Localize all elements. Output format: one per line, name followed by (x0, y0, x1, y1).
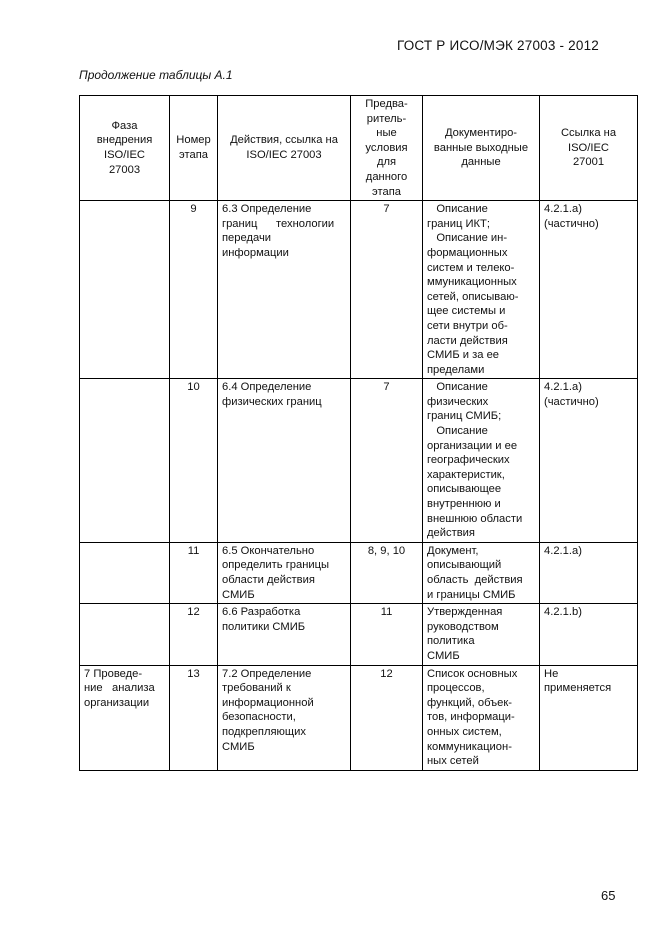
cell-line: 7 Проведе- (84, 667, 143, 680)
step-number-cell: 9 (170, 201, 218, 379)
precondition-cell: 12 (351, 665, 423, 770)
cell-line: для (376, 156, 397, 169)
cell-line: условия (365, 141, 408, 154)
cell-line: тов, информаци- (427, 711, 515, 724)
cell-line: щее системы и (427, 305, 506, 318)
cell-line: 7.2 Определение (222, 667, 312, 680)
cell-line: географических (427, 454, 510, 467)
action-cell (218, 665, 351, 770)
cell-line: пределами (427, 363, 485, 376)
cell-line: 6.6 Разработка (222, 606, 301, 619)
cell-line: безопасности, (222, 711, 296, 724)
cell-line: Предва- (365, 98, 408, 110)
table-row (80, 542, 638, 603)
reference-cell (540, 201, 638, 379)
cell-line: СМИБ (427, 649, 460, 662)
header-iso-27001-ref (540, 96, 638, 201)
phase-cell (80, 665, 170, 770)
header-outputs (423, 96, 540, 201)
cell-line: сети внутри об- (427, 319, 508, 332)
step-number-cell: 11 (170, 542, 218, 603)
cell-line: политика (427, 635, 475, 648)
table-header-row (80, 96, 638, 201)
cell-line: (частично) (544, 217, 599, 230)
cell-line: 4.2.1.a) (544, 381, 582, 394)
cell-line: данные (461, 156, 501, 169)
document-code: ГОСТ Р ИСО/МЭК 27003 - 2012 (396, 38, 599, 53)
cell-line: ммуникационных (427, 276, 517, 289)
precondition-cell: 8, 9, 10 (351, 542, 423, 603)
cell-line: этапа (179, 149, 208, 162)
cell-line: 4.2.1.a) (544, 203, 582, 216)
cell-line: Ссылка на (560, 127, 617, 140)
cell-line: определить границы (222, 559, 330, 572)
cell-line: Описание (427, 381, 488, 394)
cell-line: Документ, (427, 544, 479, 557)
table-row (80, 201, 638, 379)
cell-line: (частично) (544, 395, 599, 408)
cell-line: ISO/IEC 27003 (246, 149, 322, 162)
table-row (80, 665, 638, 770)
cell-line: организации и ее (427, 439, 518, 452)
cell-line: организации (84, 696, 150, 709)
cell-line: сетей, описываю- (427, 290, 519, 303)
cell-line: Описание ин- (427, 232, 508, 245)
cell-line: Номер (176, 134, 211, 147)
cell-line: границ технологии (222, 217, 335, 230)
step-number-cell: 12 (170, 604, 218, 665)
cell-line: функций, объек- (427, 696, 512, 709)
cell-line: внедрения (96, 134, 153, 147)
header-actions (218, 96, 351, 201)
table-caption: Продолжение таблицы А.1 (79, 68, 233, 82)
table-row (80, 379, 638, 543)
table-row (80, 604, 638, 665)
output-cell (423, 604, 540, 665)
cell-line: 6.5 Окончательно (222, 544, 315, 557)
step-number-cell: 13 (170, 665, 218, 770)
cell-line: ванные выходные (433, 141, 529, 154)
action-cell (218, 542, 351, 603)
cell-line: 6.3 Определение (222, 203, 312, 216)
output-cell (423, 379, 540, 543)
cell-line: информационной (222, 696, 314, 709)
cell-line: этапа (372, 185, 401, 198)
cell-line: Список основных (427, 667, 518, 680)
cell-line: Действия, ссылка на (230, 134, 338, 147)
cell-line: Утвержденная (427, 606, 503, 619)
cell-line: 27003 (108, 163, 141, 176)
precondition-cell: 7 (351, 379, 423, 543)
cell-line: 4.2.1.a) (544, 544, 582, 557)
action-cell (218, 379, 351, 543)
cell-line: ласти действия (427, 334, 508, 347)
cell-line: границ СМИБ; (427, 410, 502, 423)
header-step-number (170, 96, 218, 201)
cell-line: руководством (427, 620, 499, 633)
cell-line: Фаза (111, 119, 138, 132)
phase-cell (80, 604, 170, 665)
action-cell (218, 201, 351, 379)
cell-line: область действия (427, 574, 523, 586)
cell-line: требований к (222, 682, 291, 695)
header-phase (80, 96, 170, 201)
cell-line: ние анализа (84, 682, 155, 695)
output-cell (423, 201, 540, 379)
cell-line: описывающее (427, 483, 502, 496)
cell-line: области действия (222, 574, 315, 586)
cell-line: границ ИКТ; (427, 217, 490, 230)
action-cell (218, 604, 351, 665)
phase-cell (80, 379, 170, 543)
cell-line: внутреннюю и (427, 498, 501, 511)
phase-cell (80, 201, 170, 379)
cell-line: физических границ (222, 395, 322, 408)
header-preconditions (351, 96, 423, 201)
output-cell (423, 665, 540, 770)
cell-line: внешнюю области (427, 512, 523, 525)
cell-line: ные (376, 127, 397, 140)
reference-cell (540, 542, 638, 603)
cell-line: Документиро- (444, 127, 518, 140)
cell-line: Описание (427, 425, 488, 438)
precondition-cell: 11 (351, 604, 423, 665)
reference-cell (540, 379, 638, 543)
reference-cell (540, 665, 638, 770)
step-number-cell: 10 (170, 379, 218, 543)
cell-line: СМИБ и за ее (427, 349, 500, 362)
requirements-table (79, 95, 638, 771)
cell-line: ритель- (366, 112, 407, 125)
cell-line: СМИБ (222, 588, 255, 601)
cell-line: физических (427, 395, 489, 408)
cell-line: Описание (427, 203, 488, 216)
cell-line: характеристик, (427, 468, 505, 481)
cell-line: онных систем, (427, 725, 502, 738)
cell-line: передачи (222, 232, 272, 245)
cell-line: процессов, (427, 682, 485, 695)
cell-line: формационных (427, 246, 508, 259)
cell-line: информации (222, 246, 289, 259)
cell-line: действия (427, 527, 475, 540)
cell-line: 27001 (572, 156, 605, 169)
cell-line: и границы СМИБ (427, 588, 516, 601)
cell-line: ISO/IEC (103, 149, 146, 162)
cell-line: систем и телеко- (427, 261, 515, 274)
precondition-cell: 7 (351, 201, 423, 379)
cell-line: данного (365, 170, 408, 183)
cell-line: СМИБ (222, 740, 255, 753)
cell-line: ных сетей (427, 755, 479, 768)
cell-line: применяется (544, 682, 612, 695)
cell-line: 6.4 Определение (222, 381, 312, 394)
cell-line: 4.2.1.b) (544, 606, 582, 619)
cell-line: Не (544, 667, 559, 680)
page-number: 65 (601, 888, 616, 903)
reference-cell (540, 604, 638, 665)
cell-line: коммуникацион- (427, 740, 512, 753)
cell-line: ISO/IEC (567, 141, 610, 154)
phase-cell (80, 542, 170, 603)
cell-line: подкрепляющих (222, 725, 306, 738)
cell-line: описывающий (427, 559, 502, 572)
output-cell (423, 542, 540, 603)
cell-line: политики СМИБ (222, 620, 306, 633)
